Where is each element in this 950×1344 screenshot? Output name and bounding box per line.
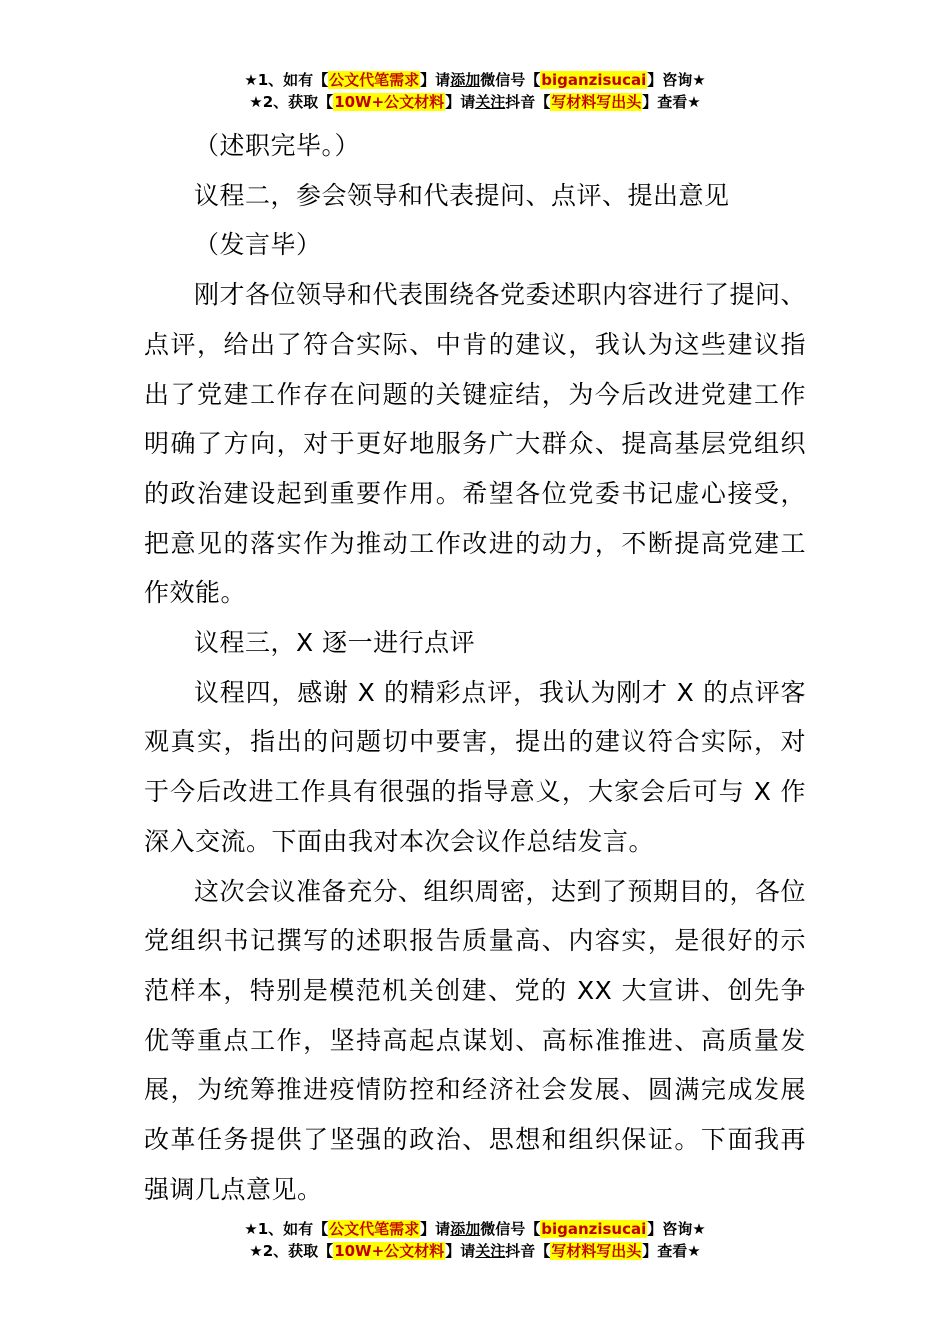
paragraph: 这次会议准备充分、组织周密，达到了预期目的，各位党组织书记撰写的述职报告质量高、内容实，是很好的示范样本，特别是模范机关创建、党的 XX 大宣讲、创先争优等重点工作，坚持高起点谋划、高标准推进、高质量发展，为统筹推进疫情防控和经济社会发展、圆满完成发展改革任务提供了坚强的政治、思想和组织保证。下面我再强调几点意见。 bbox=[144, 876, 807, 1204]
promo-highlight: 写材料写出头 bbox=[551, 1242, 642, 1260]
paragraph: 议程三，X 逐一进行点评 bbox=[194, 628, 476, 658]
promo-underlined-text: 关注 bbox=[475, 1242, 506, 1260]
promo-text: 】请 bbox=[445, 1242, 476, 1260]
promo-line-2 bbox=[0, 91, 950, 113]
promo-text: 】咨询★ bbox=[647, 71, 706, 89]
promo-line-1 bbox=[0, 1218, 950, 1240]
paragraph: （发言毕） bbox=[194, 230, 322, 260]
document-body bbox=[144, 121, 806, 1214]
promo-underlined-text: 关注 bbox=[475, 93, 506, 111]
promo-underlined-text: 添加 bbox=[450, 1220, 481, 1238]
paragraph: 刚才各位领导和代表围绕各党委述职内容进行了提问、点评，给出了符合实际、中肯的建议，我认为这些建议指出了党建工作存在问题的关键症结，为今后改进党建工作明确了方向，对于更好地服务广大群众、提高基层党组织的政治建设起到重要作用。希望各位党委书记虚心接受，把意见的落实作为推动工作改进的动力，不断提高党建工作效能。 bbox=[144, 280, 807, 608]
promo-underlined-text: 添加 bbox=[450, 71, 481, 89]
promo-text: 微信号【 bbox=[480, 71, 541, 89]
promo-highlight: biganzisucai bbox=[541, 71, 647, 89]
promo-text: ★1、如有【 bbox=[244, 71, 329, 89]
promo-text: ★2、获取【 bbox=[249, 93, 334, 111]
promo-text: 】咨询★ bbox=[647, 1220, 706, 1238]
promo-text: 抖音【 bbox=[505, 1242, 551, 1260]
paragraph: 议程四，感谢 X 的精彩点评，我认为刚才 X 的点评客观真实，指出的问题切中要害，提出的建议符合实际，对于今后改进工作具有很强的指导意义，大家会后可与 X 作深入交流。下面由我对本次会议作总结发言。 bbox=[144, 677, 806, 856]
promo-highlight: 10W+公文材料 bbox=[334, 1242, 445, 1260]
promo-line-1 bbox=[0, 69, 950, 91]
promo-text: 】请 bbox=[445, 93, 476, 111]
promo-text: ★1、如有【 bbox=[244, 1220, 329, 1238]
promo-text: 】请 bbox=[420, 71, 451, 89]
paragraph: 议程二，参会领导和代表提问、点评、提出意见 bbox=[194, 180, 730, 210]
promo-highlight: biganzisucai bbox=[541, 1220, 647, 1238]
paragraph: （述职完毕。） bbox=[194, 131, 361, 160]
promo-text: 抖音【 bbox=[505, 93, 551, 111]
promo-text: ★2、获取【 bbox=[249, 1242, 334, 1260]
promo-highlight: 公文代笔需求 bbox=[329, 71, 420, 89]
promo-text: 】请 bbox=[420, 1220, 451, 1238]
promo-highlight: 公文代笔需求 bbox=[329, 1220, 420, 1238]
promo-text: 】查看★ bbox=[642, 1242, 701, 1260]
promo-text: 微信号【 bbox=[480, 1220, 541, 1238]
promo-highlight: 写材料写出头 bbox=[551, 93, 642, 111]
promo-highlight: 10W+公文材料 bbox=[334, 93, 445, 111]
promo-banner-bottom bbox=[0, 1218, 950, 1262]
promo-banner-top bbox=[0, 69, 950, 113]
promo-line-2 bbox=[0, 1240, 950, 1262]
promo-text: 】查看★ bbox=[642, 93, 701, 111]
